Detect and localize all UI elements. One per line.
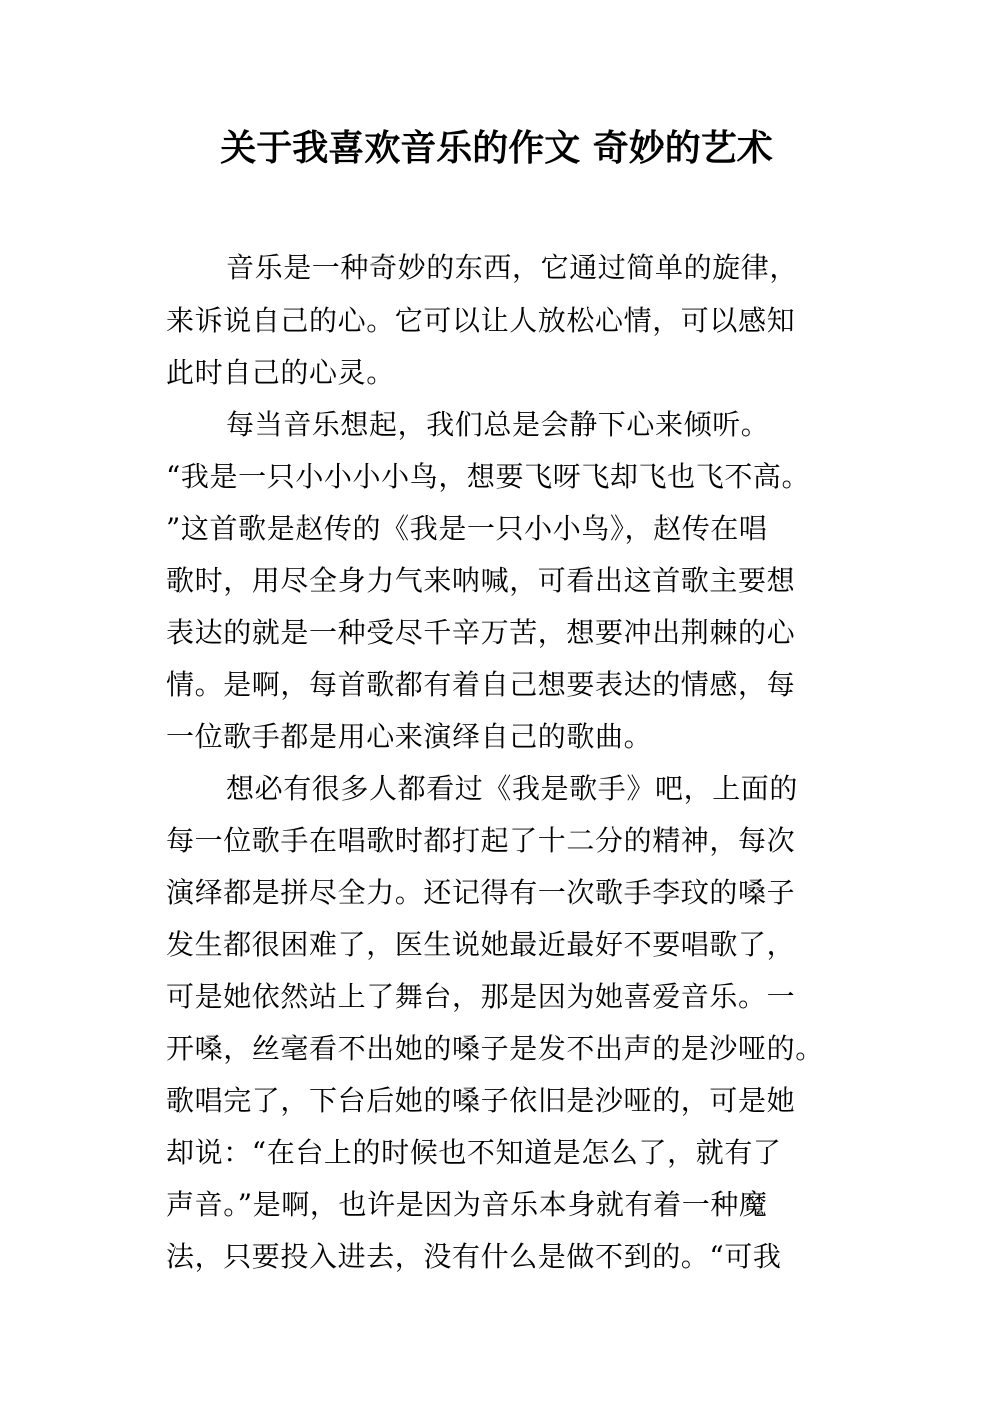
paragraph-1-line-1: 音乐是一种奇妙的东西，它通过简单的旋律， <box>226 251 799 284</box>
document-title: 关于我喜欢音乐的作文 奇妙的艺术 <box>220 128 773 169</box>
paragraph-3-line-9: 声音。”是啊，也许是因为音乐本身就有着一种魔 <box>166 1188 768 1221</box>
paragraph-3-line-1: 想必有很多人都看过《我是歌手》吧，上面的 <box>226 772 799 805</box>
paragraph-3-line-3: 演绎都是拼尽全力。还记得有一次歌手李玟的嗓子 <box>166 876 796 909</box>
paragraph-2-line-2: “我是一只小小小小鸟，想要飞呀飞却飞也飞不高。 <box>166 460 811 493</box>
paragraph-1-line-2: 来诉说自己的心。它可以让人放松心情，可以感知 <box>166 304 796 337</box>
paragraph-3-line-7: 歌唱完了，下台后她的嗓子依旧是沙哑的，可是她 <box>166 1084 796 1117</box>
paragraph-2-line-4: 歌时，用尽全身力气来呐喊，可看出这首歌主要想 <box>166 564 796 597</box>
paragraph-3-line-5: 可是她依然站上了舞台，那是因为她喜爱音乐。一 <box>166 980 796 1013</box>
paragraph-3-line-2: 每一位歌手在唱歌时都打起了十二分的精神，每次 <box>166 824 796 857</box>
paragraph-2-line-1: 每当音乐想起，我们总是会静下心来倾听。 <box>226 408 770 441</box>
paragraph-3-line-8: 却说：“在台上的时候也不知道是怎么了，就有了 <box>166 1136 782 1169</box>
paragraph-3-line-6: 开嗓，丝毫看不出她的嗓子是发不出声的是沙哑的。 <box>166 1032 824 1065</box>
paragraph-2-line-3: ”这首歌是赵传的《我是一只小小鸟》，赵传在唱 <box>166 512 768 545</box>
paragraph-2-line-5: 表达的就是一种受尽千辛万苦，想要冲出荆棘的心 <box>166 616 796 649</box>
paragraph-1-line-3: 此时自己的心灵。 <box>166 356 395 389</box>
paragraph-2-line-7: 一位歌手都是用心来演绎自己的歌曲。 <box>166 720 653 753</box>
paragraph-3-line-10: 法，只要投入进去，没有什么是做不到的。“可我 <box>166 1240 782 1273</box>
paragraph-3-line-4: 发生都很困难了，医生说她最近最好不要唱歌了， <box>166 928 796 961</box>
paragraph-2-line-6: 情。是啊，每首歌都有着自己想要表达的情感，每 <box>166 668 796 701</box>
